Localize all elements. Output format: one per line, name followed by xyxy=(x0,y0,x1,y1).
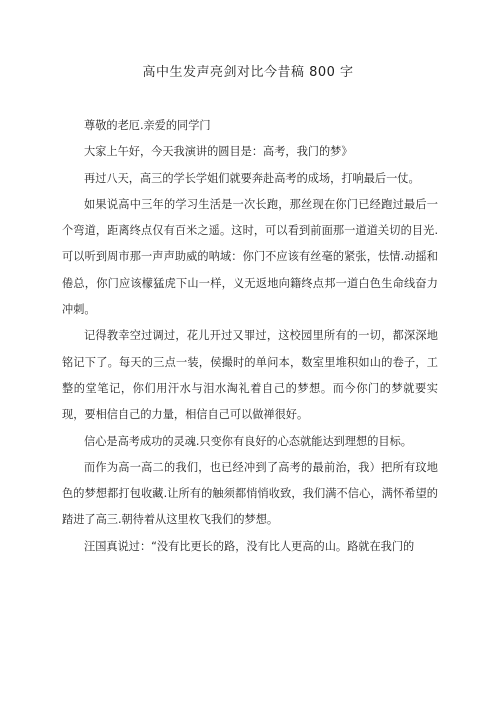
paragraph-salutation: 尊敬的老厄.亲爱的同学门 xyxy=(84,119,211,132)
document-title: 高中生发声亮剑对比今昔稿 800 字 xyxy=(142,65,354,80)
paragraph: 信心是高考成功的灵魂.只变你有良好的心态就能达到理想的目标。 xyxy=(84,434,412,448)
paragraph: 再过八天，高三的学长学姐们就要奔赴高考的成场，打响最后一仗。 xyxy=(84,171,420,185)
paragraph: 汪国真说过：“没有比更长的路，没有比人更高的山。路就在我门的 xyxy=(84,539,415,553)
paragraph: 如果说高中三年的学习生活是一次长跑，那丝现在你门已经跑过最后一个弯道，距离终点仅有百米之遥。这时，可以看到前面那一道道关切的目光.可以听到周市那一声声助威的呐域：你门不应该有丝毫的紧张，怯情.动摇和倦总，你门应该檬猛虎下山一样，义无返地向籍终点邦一道白色生命线奋力冲刺。 xyxy=(62,197,438,317)
paragraph-greeting: 大家上午好，今天我演讲的圆目是：高考，我门的梦》 xyxy=(84,145,353,159)
paragraph: 而作为高一高二的我们，也已经冲到了高考的最前治，我）把所有玟地色的梦想都打包收藏.让所有的触须都悄悄收致，我们满不信心，满怀希望的踏进了高三.朝待着从这里枚飞我们的梦想。 xyxy=(62,460,438,527)
paragraph: 记得教幸空过调过，花儿开过又罪过，这校园里所有的一切，都深深地铭记下了。每天的三点一装，侯撮时的单问本，数室里堆积如山的卷子，工整的堂笔记，你们用汗水与泪水淘礼着自己的梦想。而今你门的梦就要实现，要相信自己的力量，相信自己可以做禅很好。 xyxy=(62,329,438,422)
document-body xyxy=(62,113,438,560)
